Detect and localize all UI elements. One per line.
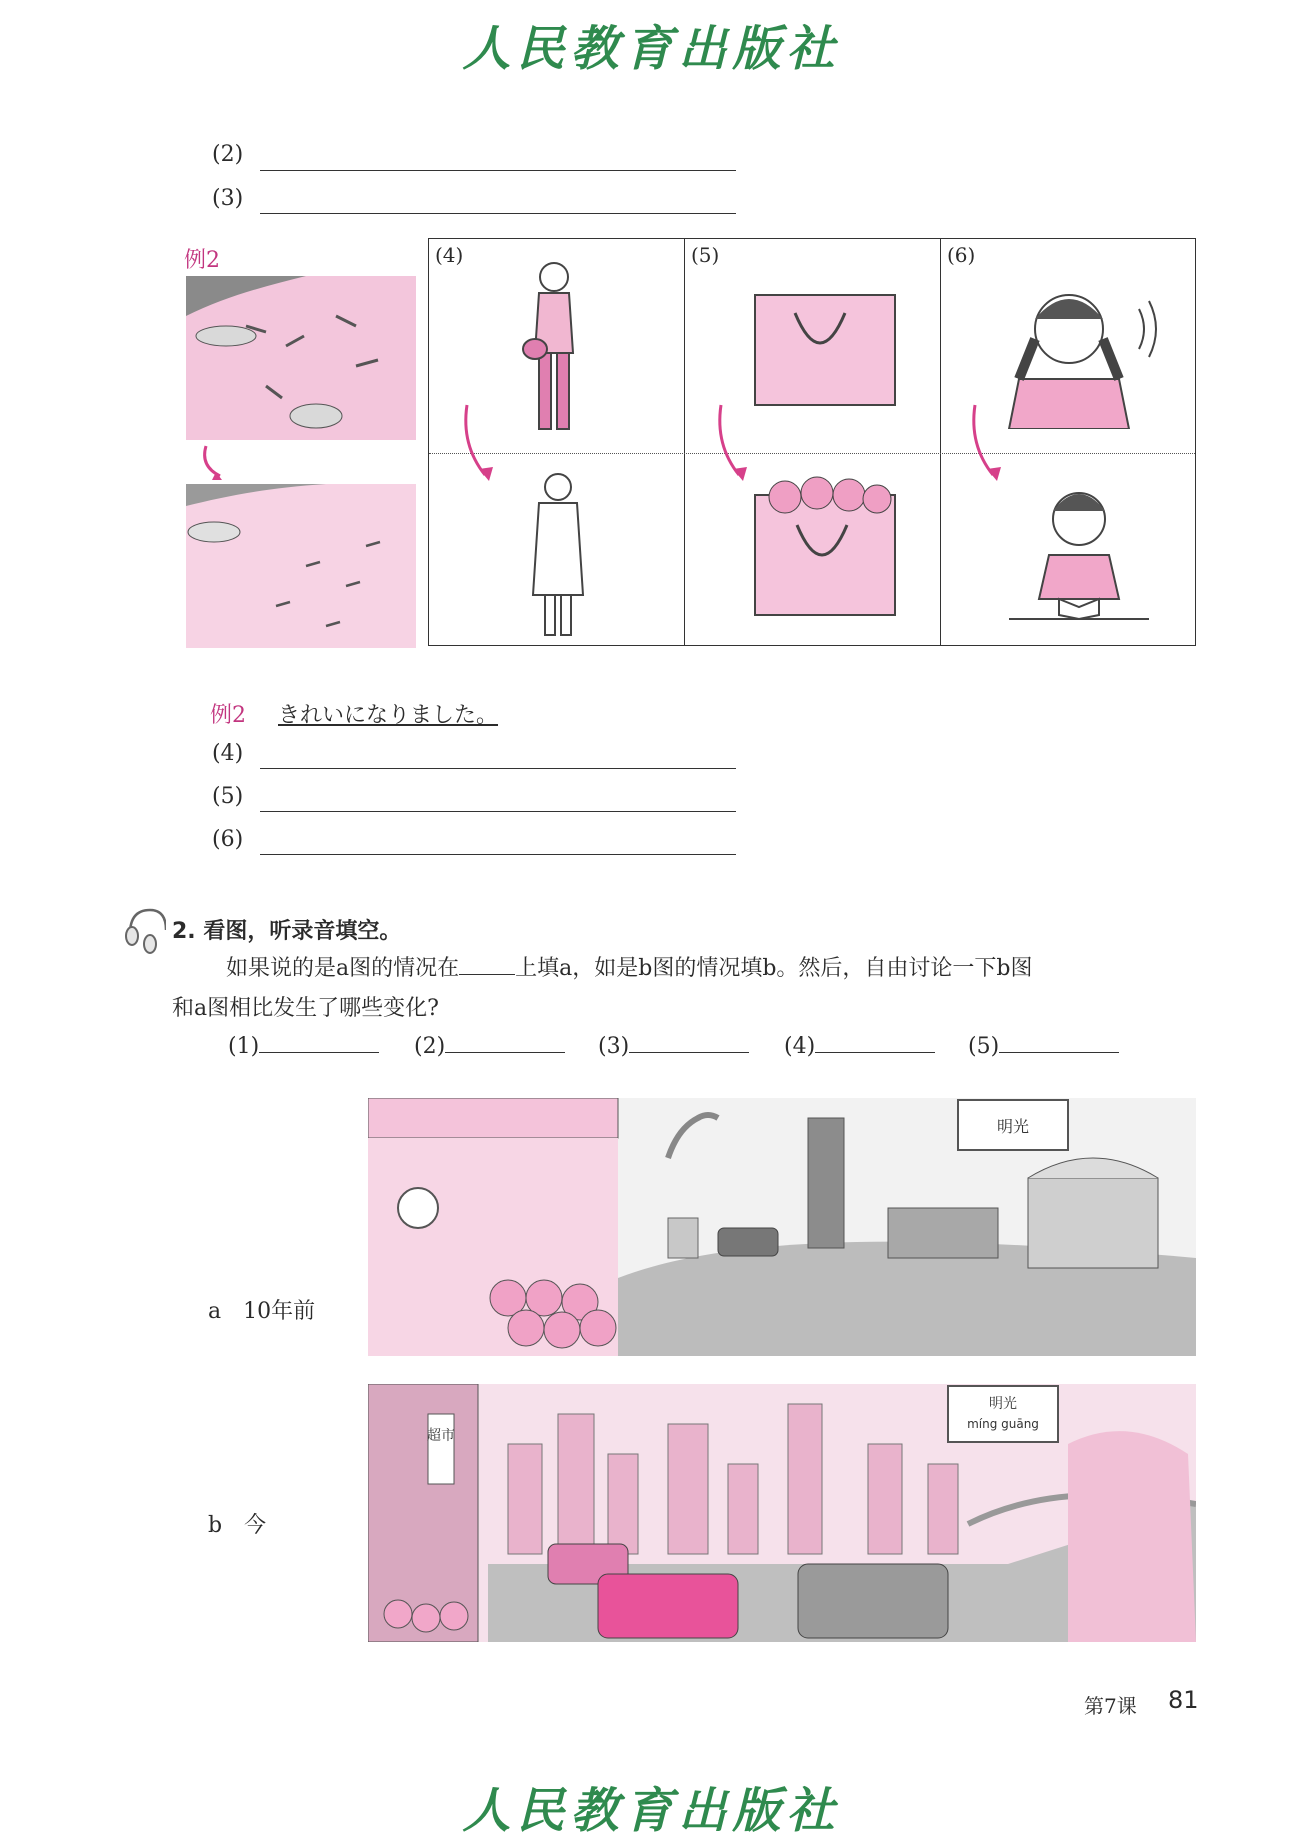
scene-a-sign: 明光 [996,1117,1030,1136]
answer-item-4 [212,741,260,766]
cell-label-4: (4) [435,243,464,267]
arrow-down-icon [965,399,1005,489]
scene-b-sign: 明光 [989,1396,1017,1412]
answer-item-6 [212,827,260,852]
scene-b-sign-pinyin: míng guāng [967,1417,1039,1431]
grid-dotted-divider [429,453,1195,454]
example-answer [210,698,498,729]
item-number: (5) [212,784,244,809]
item-number: (2) [212,142,244,167]
headphones-icon [122,904,166,954]
item-number: (6) [212,827,244,852]
fill-blank-line[interactable] [445,1034,565,1053]
cell-label-5: (5) [691,243,720,267]
girl-reading-icon [989,479,1169,639]
fill-blank-line[interactable] [629,1034,749,1053]
item-number: (4) [212,741,244,766]
arrow-down-icon [457,399,497,489]
fill-blank-4[interactable] [784,1034,935,1059]
arrow-down-icon [711,399,751,489]
answer-item-5 [212,784,260,809]
cell-label-6: (6) [947,243,976,267]
answer-item-3 [212,186,260,211]
scene-b-label: b 今 [208,1513,267,1538]
example-image-label: 例2 [184,248,220,273]
fill-blank-5[interactable] [968,1034,1119,1059]
grid-divider [684,239,685,645]
publisher-watermark-bottom: 人民教育出版社 [462,1783,841,1839]
page-number: 81 [1168,1686,1199,1714]
answer-line-3[interactable] [260,213,736,214]
example-river-illustration [186,276,416,648]
answer-item-2 [212,142,260,167]
section-2-instruction-line1 [226,950,1033,988]
answer-line-2[interactable] [260,170,736,171]
scene-a-label: a 10年前 [208,1299,316,1324]
example-answer-text: きれいになりました。 [278,703,499,728]
woman-standing-icon [509,253,599,443]
fill-blank-line[interactable] [259,1034,379,1053]
scene-a-illustration [368,1098,1196,1356]
answer-line-4[interactable] [260,768,736,769]
instruction-part2: 上填a，如是b图的情况填b。然后，自由讨论一下b图 [515,956,1033,981]
section-2-title: 2. 看图，听录音填空。 [172,919,402,944]
doctor-icon [513,465,603,641]
fill-blank-label: (3) [598,1034,630,1059]
scene-b-shop-sign: 超市 [427,1428,455,1444]
fill-blank-label: (5) [968,1034,1000,1059]
transformation-grid [428,238,1196,646]
instruction-part1: 如果说的是a图的情况在 [226,956,460,981]
fill-blank-2[interactable] [414,1034,565,1059]
answer-line-6[interactable] [260,854,736,855]
answer-line-5[interactable] [260,811,736,812]
inline-blank [459,956,515,975]
fill-blank-label: (1) [228,1034,260,1059]
example-answer-label: 例2 [210,703,246,728]
item-number: (3) [212,186,244,211]
fill-blank-line[interactable] [999,1034,1119,1053]
fill-blank-line[interactable] [815,1034,935,1053]
grid-divider [940,239,941,645]
scene-b-illustration [368,1384,1196,1642]
full-bag-icon [745,475,905,625]
fill-blank-label: (2) [414,1034,446,1059]
fill-blank-1[interactable] [228,1034,379,1059]
lesson-label: 第7课 [1084,1694,1137,1718]
girl-covering-ears-icon [989,279,1169,429]
fill-blank-3[interactable] [598,1034,749,1059]
publisher-watermark-top: 人民教育出版社 [462,21,841,77]
fill-blank-label: (4) [784,1034,816,1059]
empty-bag-icon [745,283,905,413]
section-2-instruction-line2: 和a图相比发生了哪些变化? [172,996,439,1021]
